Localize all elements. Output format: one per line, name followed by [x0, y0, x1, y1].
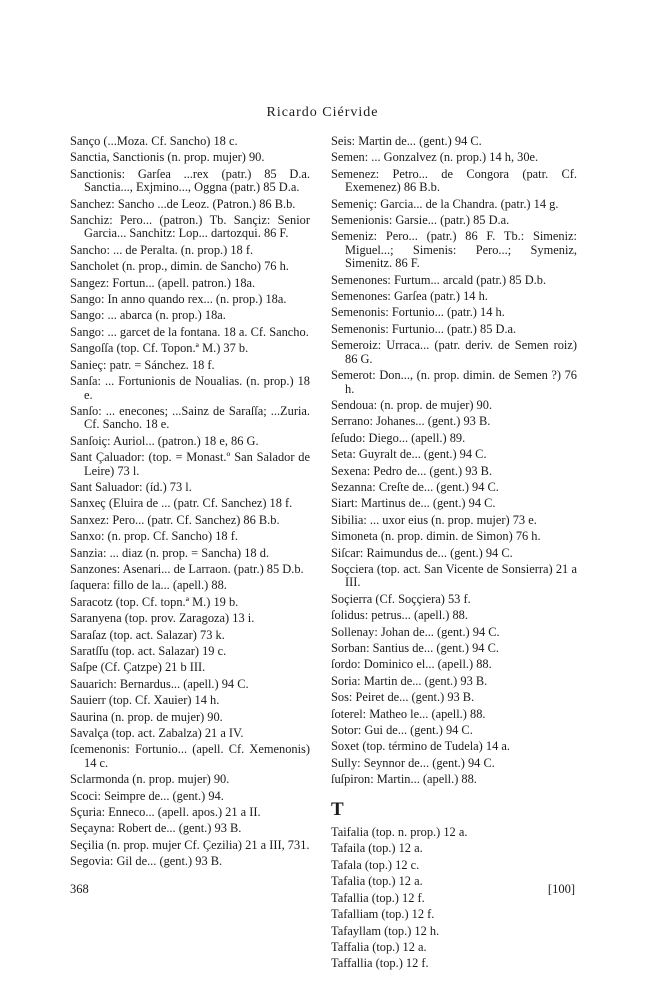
- index-entry: Sibilia: ... uxor eius (n. prop. mujer) 73 e.: [331, 512, 537, 527]
- index-entry: Saraſaz (top. act. Salazar) 73 k.: [70, 627, 225, 642]
- index-entry: Sauierr (top. Cf. Xauier) 14 h.: [70, 693, 220, 708]
- index-entry: ſaquera: fillo de la... (apell.) 88.: [70, 578, 227, 593]
- index-entry: Semenionis: Garsie... (patr.) 85 D.a.: [331, 213, 510, 228]
- index-entry: Sotor: Gui de... (gent.) 94 C.: [331, 723, 473, 738]
- running-header: Ricardo Ciérvide: [266, 105, 379, 120]
- index-entry: Seçayna: Robert de... (gent.) 93 B.: [70, 821, 242, 836]
- index-entry: Semeniç: Garcia... de la Chandra. (patr.) 14 g.: [331, 196, 559, 211]
- index-entry: Siart: Martinus de... (gent.) 94 C.: [331, 496, 496, 511]
- index-entry: Scoci: Seimpre de... (gent.) 94.: [70, 788, 224, 803]
- index-entry: Taffalia (top.) 12 a.: [331, 939, 427, 954]
- index-entry: Semenonis: Furtunio... (patr.) 85 D.a.: [331, 321, 517, 336]
- index-entry: Tafaila (top.) 12 a.: [331, 841, 423, 856]
- index-entry: Sanſo: ... enecones; ...Sainz de Saraſſa; ...Zuria. Cf. Sancho. 18 e.: [70, 403, 310, 432]
- index-entry: Serrano: Johanes... (gent.) 93 B.: [331, 414, 491, 429]
- index-entry: Soçciera (top. act. San Vicente de Sonsierra) 21 a III.: [331, 561, 577, 590]
- index-entry: Soxet (top. término de Tudela) 14 a.: [331, 739, 510, 754]
- index-entry: Saurina (n. prop. de mujer) 90.: [70, 709, 223, 724]
- left-column: [70, 135, 310, 872]
- index-entry: Sçuria: Enneco... (apell. apos.) 21 a II.: [70, 805, 261, 820]
- index-entry: Savalça (top. act. Zabalza) 21 a IV.: [70, 726, 244, 741]
- index-entry: ſuſpiron: Martin... (apell.) 88.: [331, 772, 477, 787]
- page-number: 368: [70, 882, 89, 896]
- index-entry: Segovia: Gil de... (gent.) 93 B.: [70, 854, 223, 869]
- index-entry: Semen: ... Gonzalvez (n. prop.) 14 h, 30e.: [331, 150, 539, 165]
- index-entry: Saratſſu (top. act. Salazar) 19 c.: [70, 644, 227, 658]
- index-entry: Tafalia (top.) 12 a.: [331, 874, 423, 889]
- index-entry: Sango: ... abarca (n. prop.) 18a.: [70, 308, 226, 323]
- index-entry: Sanzia: ... diaz (n. prop. = Sancha) 18 d.: [70, 545, 269, 560]
- index-entry: Soria: Martin de... (gent.) 93 B.: [331, 673, 488, 688]
- index-entry: Soçierra (Cf. Soççiera) 53 f.: [331, 591, 471, 606]
- index-entry: Sanſoiç: Auriol... (patron.) 18 e, 86 G.: [70, 433, 259, 448]
- index-entry: Sango: In anno quando rex... (n. prop.) 18a.: [70, 292, 287, 307]
- index-entry: Saracotz (top. Cf. topn.ª M.) 19 b.: [70, 594, 239, 609]
- index-entry: Tafalliam (top.) 12 f.: [331, 907, 435, 922]
- index-entry: Sollenay: Johan de... (gent.) 94 C.: [331, 624, 500, 639]
- right-column: [331, 135, 577, 974]
- index-entry: Sanctionis: Garſea ...rex (patr.) 85 D.a. Sanctia..., Exjmino..., Oggna (patr.) 85 D.a.: [70, 166, 310, 195]
- index-entry: Seta: Guyralt de... (gent.) 94 C.: [331, 447, 487, 462]
- index-entry: Sos: Peiret de... (gent.) 93 B.: [331, 690, 475, 705]
- index-entry: Sangoſſa (top. Cf. Topon.ª M.) 37 b.: [70, 341, 249, 356]
- index-entry: Sclarmonda (n. prop. mujer) 90.: [70, 772, 230, 787]
- index-entry: Sanxeç (Eluira de ... (patr. Cf. Sanchez) 18 f.: [70, 496, 293, 511]
- index-entry: Sorban: Santius de... (gent.) 94 C.: [331, 641, 499, 655]
- index-entry: Sanxo: (n. prop. Cf. Sancho) 18 f.: [70, 529, 238, 544]
- t-entries: [331, 826, 577, 971]
- index-entry: Sancho: ... de Peralta. (n. prop.) 18 f.: [70, 242, 254, 257]
- index-entry: Taifalia (top. n. prop.) 12 a.: [331, 825, 468, 840]
- index-entry: Saranyena (top. prov. Zaragoza) 13 i.: [70, 611, 255, 626]
- index-entry: Seis: Martin de... (gent.) 94 C.: [331, 134, 482, 148]
- index-entry: Tafala (top.) 12 c.: [331, 857, 420, 872]
- index-entry: Sanchiz: Pero... (patron.) Tb. Sançiz: Senior Garcia... Sanchitz: Lop... dartozqui. 86 F.: [70, 213, 310, 241]
- index-entry: Seçilia (n. prop. mujer Cf. Çezilia) 21 a III, 731.: [70, 837, 310, 852]
- index-entry: Sanço (...Moza. Cf. Sancho) 18 c.: [70, 134, 238, 148]
- index-entry: Semenez: Petro... de Congora (patr. Cf. Exemenez) 86 B.b.: [331, 166, 577, 195]
- index-entry: Siſcar: Raimundus de... (gent.) 94 C.: [331, 545, 513, 560]
- index-entry: Saſpe (Cf. Çatzpe) 21 b III.: [70, 660, 206, 675]
- index-entry: Semeroiz: Urraca... (patr. deriv. de Semen roiz) 86 G.: [331, 338, 577, 366]
- index-entry: Sexena: Pedro de... (gent.) 93 B.: [331, 463, 493, 478]
- index-entry: Sanctia, Sanctionis (n. prop. mujer) 90.: [70, 150, 265, 165]
- index-entry: Sanſa: ... Fortunionis de Noualias. (n. prop.) 18 e.: [70, 374, 310, 402]
- index-entry: Sanchez: Sancho ...de Leoz. (Patron.) 86 B.b.: [70, 196, 296, 211]
- index-entry: ſolidus: petrus... (apell.) 88.: [331, 608, 468, 623]
- index-entry: Sendoua: (n. prop. de mujer) 90.: [331, 397, 493, 412]
- index-entry: Sancholet (n. prop., dimin. de Sancho) 76 h.: [70, 259, 289, 274]
- index-entry: Semenonis: Fortunio... (patr.) 14 h.: [331, 305, 505, 320]
- index-entry: Sanieç: patr. = Sánchez. 18 f.: [70, 357, 215, 372]
- index-entry: Sant Çaluador: (top. = Monast.º San Salador de Leire) 73 l.: [70, 450, 310, 478]
- index-entry: Sant Saluador: (íd.) 73 l.: [70, 479, 192, 494]
- index-entry: Sauarich: Bernardus... (apell.) 94 C.: [70, 676, 249, 691]
- index-entry: ſeſudo: Diego... (apell.) 89.: [331, 430, 466, 445]
- right-entries: [331, 135, 577, 787]
- index-entry: Sangez: Fortun... (apell. patron.) 18a.: [70, 275, 256, 290]
- bracket-page-ref: [100]: [547, 882, 575, 896]
- index-entry: ſordo: Dominico el... (apell.) 88.: [331, 657, 492, 672]
- section-letter: T: [331, 798, 344, 820]
- index-entry: Semerot: Don..., (n. prop. dimin. de Semen ?) 76 h.: [331, 368, 577, 396]
- index-entry: ſoterel: Matheo le... (apell.) 88.: [331, 706, 486, 721]
- index-entry: Sanxez: Pero... (patr. Cf. Sanchez) 86 B.b.: [70, 512, 280, 527]
- index-entry: Semeniz: Pero... (patr.) 86 F. Tb.: Simeniz: Miguel...; Simenis: Pero...; Symeniz, Simenitz. 86 F.: [331, 229, 577, 271]
- index-entry: Semenones: Furtum... arcald (patr.) 85 D.b.: [331, 272, 547, 287]
- index-entry: Taffallia (top.) 12 f.: [331, 956, 429, 971]
- index-entry: Sezanna: Creſte de... (gent.) 94 C.: [331, 479, 499, 494]
- index-entry: Simoneta (n. prop. dimin. de Simon) 76 h.: [331, 529, 541, 544]
- index-entry: Sully: Seynnor de... (gent.) 94 C.: [331, 755, 495, 770]
- index-entry: Semenones: Garſea (patr.) 14 h.: [331, 289, 488, 304]
- index-entry: ſcemenonis: Fortunio... (apell. Cf. Xemenonis) 14 c.: [70, 742, 310, 770]
- index-entry: Tafallia (top.) 12 f.: [331, 890, 425, 905]
- index-entry: Sango: ... garcet de la fontana. 18 a. Cf. Sancho.: [70, 324, 309, 339]
- index-entry: Tafayllam (top.) 12 h.: [331, 923, 440, 938]
- index-entry: Sanzones: Asenari... de Larraon. (patr.) 85 D.b.: [70, 561, 304, 576]
